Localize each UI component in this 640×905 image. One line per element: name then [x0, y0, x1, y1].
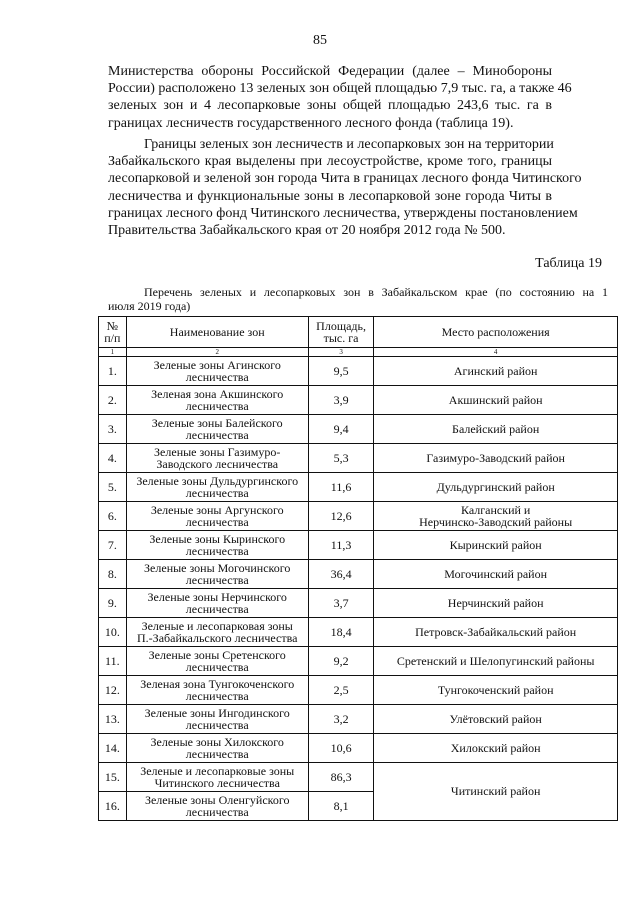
header-location: Место расположения: [374, 317, 618, 348]
zone-name: Зеленые зоны Оленгуйского лесничества: [126, 792, 308, 821]
row-number: 10.: [99, 618, 127, 647]
zone-name: Зеленые зоны Нерчинского лесничества: [126, 589, 308, 618]
header-num: № п/п: [99, 317, 127, 348]
table-row: [99, 357, 618, 386]
row-number: 14.: [99, 734, 127, 763]
zone-area: 9,5: [308, 357, 374, 386]
page-number: 85: [313, 33, 327, 48]
zone-location: Могочинский район: [374, 560, 618, 589]
column-number-row: [99, 348, 618, 357]
row-number: 4.: [99, 444, 127, 473]
table-row: [99, 705, 618, 734]
table-row: [99, 502, 618, 531]
table-row: [99, 386, 618, 415]
zone-name: Зеленые зоны Балейского лесничества: [126, 415, 308, 444]
table-row: [99, 531, 618, 560]
zone-area: 3,7: [308, 589, 374, 618]
caption-line: Перечень зеленых и лесопарковых зон в Забайкальском крае (по состоянию на 1: [144, 285, 608, 299]
table-caption: [108, 286, 608, 313]
zone-name: Зеленая зона Тунгокоченского лесничества: [126, 676, 308, 705]
row-number: 6.: [99, 502, 127, 531]
zone-name: Зеленые зоны Аргунского лесничества: [126, 502, 308, 531]
zone-name: Зеленые зоны Могочинского лесничества: [126, 560, 308, 589]
zone-name: Зеленые зоны Кыринского лесничества: [126, 531, 308, 560]
zone-area: 12,6: [308, 502, 374, 531]
zone-location: Читинский район: [374, 763, 618, 821]
text-line: Забайкальского края выделены при лесоустройстве, кроме того, границы: [108, 154, 552, 170]
row-number: 16.: [99, 792, 127, 821]
zone-area: 18,4: [308, 618, 374, 647]
zone-name: Зеленые зоны Сретенского лесничества: [126, 647, 308, 676]
table-row: [99, 444, 618, 473]
text-line: границах лесничеств государственного лесного фонда (таблица 19).: [108, 115, 514, 131]
zone-name: Зеленые зоны Газимуро- Заводского лесничества: [126, 444, 308, 473]
text-line: Границы зеленых зон лесничеств и лесопарковых зон на территории: [144, 137, 554, 152]
column-number: 3: [308, 348, 374, 357]
caption-line: июля 2019 года): [108, 298, 191, 313]
zone-area: 2,5: [308, 676, 374, 705]
text-line: границах лесного фонд Читинского лесничества, утверждены постановлением: [108, 205, 578, 221]
zone-location: Петровск-Забайкальский район: [374, 618, 618, 647]
zone-area: 3,9: [308, 386, 374, 415]
text-line: Правительства Забайкальского края от 20 ноября 2012 года № 500.: [108, 223, 506, 239]
zone-location: Тунгокоченский район: [374, 676, 618, 705]
zone-location: Балейский район: [374, 415, 618, 444]
row-number: 2.: [99, 386, 127, 415]
table-row: [99, 415, 618, 444]
zone-name: Зеленая зона Акшинского лесничества: [126, 386, 308, 415]
zone-location: Калганский и Нерчинско-Заводский районы: [374, 502, 618, 531]
zone-area: 86,3: [308, 763, 374, 792]
zone-name: Зеленые зоны Агинского лесничества: [126, 357, 308, 386]
row-number: 15.: [99, 763, 127, 792]
zone-name: Зеленые и лесопарковые зоны Читинского лесничества: [126, 763, 308, 792]
text-line: лесопарковой и зеленой зон города Чита в границах лесного фонда Читинского: [108, 171, 582, 187]
text-line: лесничества и функциональные зоны в лесопарковой зоне города Читы в: [108, 188, 552, 204]
table-row: [99, 734, 618, 763]
zone-location: Сретенский и Шелопугинский районы: [374, 647, 618, 676]
column-number: 2: [126, 348, 308, 357]
row-number: 5.: [99, 473, 127, 502]
zone-area: 9,2: [308, 647, 374, 676]
zone-location: Нерчинский район: [374, 589, 618, 618]
zone-location: Акшинский район: [374, 386, 618, 415]
row-number: 13.: [99, 705, 127, 734]
zone-name: Зеленые и лесопарковая зоны П.-Забайкальского лесничества: [126, 618, 308, 647]
paragraph-1: [108, 63, 572, 132]
zone-name: Зеленые зоны Ингодинского лесничества: [126, 705, 308, 734]
zone-name: Зеленые зоны Дульдургинского лесничества: [126, 473, 308, 502]
row-number: 8.: [99, 560, 127, 589]
zone-area: 9,4: [308, 415, 374, 444]
text-line: России) расположено 13 зеленых зон общей площадью 7,9 тыс. га, а также 46: [108, 81, 572, 97]
table-row: [99, 763, 618, 792]
zone-area: 11,3: [308, 531, 374, 560]
zone-location: Улётовский район: [374, 705, 618, 734]
zone-area: 11,6: [308, 473, 374, 502]
column-number: 4: [374, 348, 618, 357]
header-area: Площадь, тыс. га: [308, 317, 374, 348]
row-number: 11.: [99, 647, 127, 676]
text-line: зеленых зон и 4 лесопарковые зоны общей площадью 243,6 тыс. га в: [108, 98, 552, 114]
zone-location: Кыринский район: [374, 531, 618, 560]
zone-area: 10,6: [308, 734, 374, 763]
table-row: [99, 618, 618, 647]
table-row: [99, 560, 618, 589]
row-number: 12.: [99, 676, 127, 705]
table-row: [99, 647, 618, 676]
zone-area: 36,4: [308, 560, 374, 589]
zone-location: Газимуро-Заводский район: [374, 444, 618, 473]
row-number: 9.: [99, 589, 127, 618]
column-number: 1: [99, 348, 127, 357]
text-line: Министерства обороны Российской Федерации (далее – Минобороны: [108, 64, 552, 79]
table-label: Таблица 19: [535, 256, 602, 271]
row-number: 7.: [99, 531, 127, 560]
zone-location: Дульдургинский район: [374, 473, 618, 502]
table-row: [99, 473, 618, 502]
green-zones-table: [98, 316, 618, 821]
table-header-row: [99, 317, 618, 348]
paragraph-2: [108, 136, 582, 239]
zone-location: Хилокский район: [374, 734, 618, 763]
header-name: Наименование зон: [126, 317, 308, 348]
zone-area: 3,2: [308, 705, 374, 734]
zone-area: 5,3: [308, 444, 374, 473]
row-number: 1.: [99, 357, 127, 386]
row-number: 3.: [99, 415, 127, 444]
table-row: [99, 676, 618, 705]
zone-name: Зеленые зоны Хилокского лесничества: [126, 734, 308, 763]
zone-location: Агинский район: [374, 357, 618, 386]
zone-area: 8,1: [308, 792, 374, 821]
table-row: [99, 589, 618, 618]
